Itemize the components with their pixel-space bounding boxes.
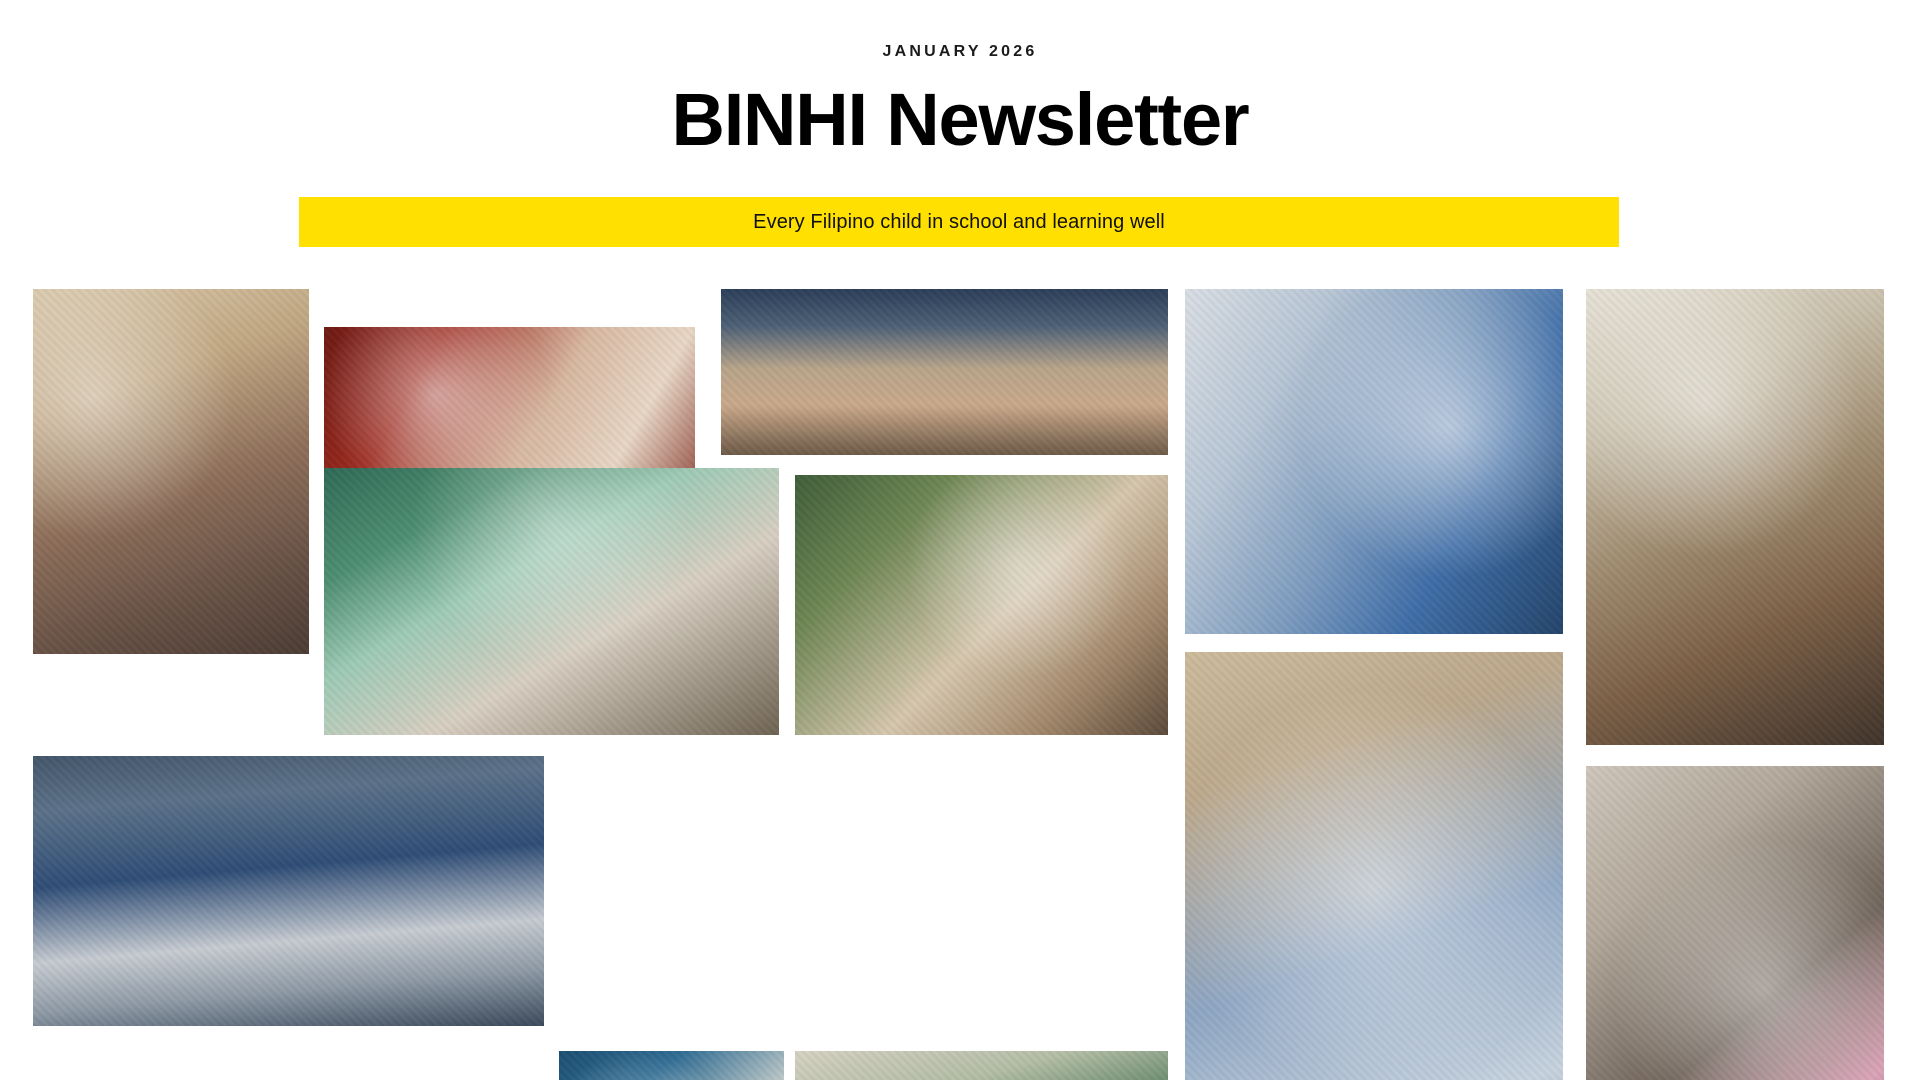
photo-classroom-reading-session (33, 289, 309, 654)
tagline-text: Every Filipino child in school and learning well (753, 210, 1165, 233)
photo-classroom-green-board (795, 1051, 1168, 1080)
photo-volunteer-tutoring-blue-desk (1185, 289, 1563, 634)
page-title: BINHI Newsletter (671, 78, 1249, 161)
photo-tutor-with-letter-chart (1586, 289, 1884, 745)
photo-teacher-desk-worksheets (559, 1051, 784, 1080)
photo-silence-please-reading-room (1586, 766, 1884, 1080)
photo-three-students-smiling (1185, 652, 1563, 1080)
photo-teacher-workshop-tables (795, 475, 1168, 735)
issue-date: JANUARY 2026 (882, 43, 1038, 60)
photo-axa-hearts-in-action-banner (33, 756, 544, 1026)
photo-assembly-hall-group (721, 289, 1168, 455)
tagline-bar (299, 197, 1619, 247)
photo-teachers-group-outdoor (324, 468, 779, 735)
photo-collage (0, 286, 1920, 1046)
